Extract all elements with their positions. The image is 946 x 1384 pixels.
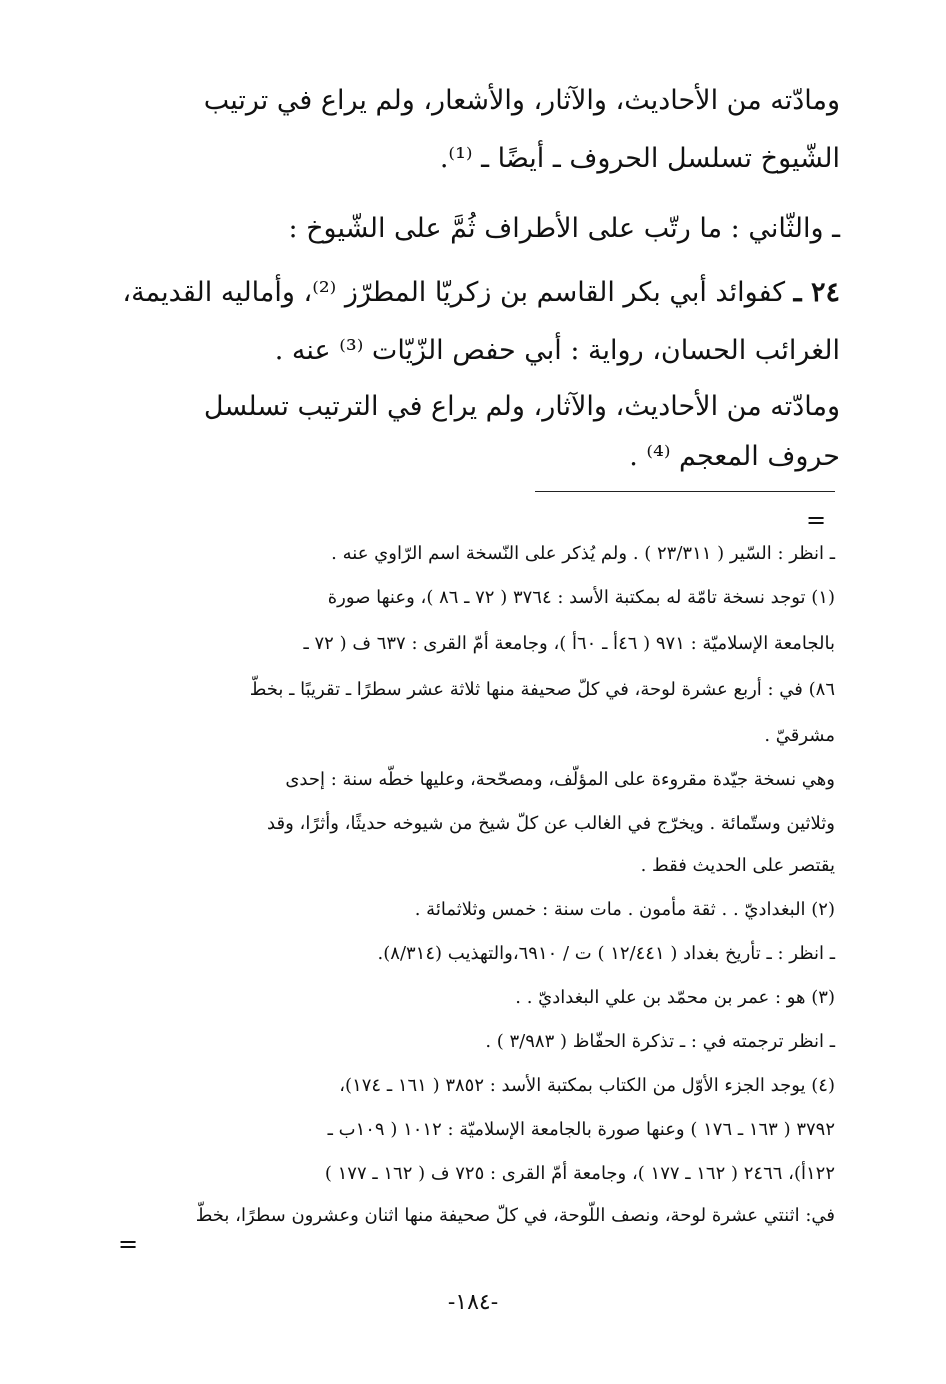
footnote-4-line-4: في: اثنتي عشرة لوحة، ونصف اللّوحة، في كلّ صحيفة منها اثنان وعشرون سطرًا، بخطّ [195,1205,835,1226]
footnote-2-line-2: ـ انظر : ـ تأريخ بغداد ( ١٢/٤٤١ ) ت / ٦٩١٠،والتهذيب (٨/٣١٤). [377,943,835,964]
footnote-1-line-3: ٨٦) في : أربع عشرة لوحة، في كلّ صحيفة منها ثلاثة عشر سطرًا ـ تقريبًا ـ بخطّ [249,679,835,700]
footnote-4-line-2: ٣٧٩٢ ( ١٦٣ ـ ١٧٦ ) وعنها صورة بالجامعة الإسلاميّة : ١٠١٢ ( ١٠٩ب ـ [327,1119,835,1140]
footnote-1-line-4: مشرقيّ . [764,725,835,746]
footnote-separator [535,491,835,492]
section-heading: ـ والثّاني : ما رتّب على الأطراف ثُمَّ على الشّيوخ : [288,213,840,244]
footnote-1-line-5: وهي نسخة جيّدة مقروءة على المؤلّف، ومصحّحة، وعليها خطّه سنة : إحدى [285,769,835,790]
entry-24-line-1 [120,264,840,322]
continuation-mark-top: = [806,506,827,534]
page-number: -١٨٤- [447,1290,499,1315]
footnote-3-line-1: (٣) هو : عمر بن محمّد بن علي البغداديّ . . [515,987,835,1008]
footnote-1-line-6: وثلاثين وستّمائة . ويخرّج في الغالب عن كلّ شيخ من شيوخه حديثًا، وأثرًا، وقد [267,813,835,834]
entry-24-line-2: الغرائب الحسان، رواية : أبي حفص الزّيّات ⁽³⁾ عنه . [274,335,840,366]
body-line-1: ومادّته من الأحاديث، والآثار، والأشعار، ولم يراع في ترتيب [203,85,840,116]
footnote-4-line-1: (٤) يوجد الجزء الأوّل من الكتاب بمكتبة الأسد : ٣٨٥٢ ( ١٦١ ـ ١٧٤)، [339,1075,835,1096]
footnote-1-line-1: (١) توجد نسخة تامّة له بمكتبة الأسد : ٣٧٦٤ ( ٧٢ ـ ٨٦ )، وعنها صورة [327,587,835,608]
entry-number: ٢٤ ـ [793,277,840,308]
footnote-1-line-7: يقتصر على الحديث فقط . [640,855,835,876]
body-line-7: حروف المعجم ⁽⁴⁾ . [629,441,840,472]
footnote-1-line-2: بالجامعة الإسلاميّة : ٩٧١ ( ٤٦أ ـ ٦٠أ )، وجامعة أمّ القرى : ٦٣٧ ف ( ٧٢ ـ [303,633,835,654]
continuation-mark-bottom: = [118,1230,139,1258]
footnote-4-line-3: ١٢٢أ)، ٢٤٦٦ ( ١٦٢ ـ ١٧٧ )، وجامعة أمّ القرى : ٧٢٥ ف ( ١٦٢ ـ ١٧٧ ) [324,1163,835,1184]
entry-text: كفوائد أبي بكر القاسم بن زكريّا المطرّز ⁽²⁾، وأماليه القديمة، [122,277,794,308]
body-line-6: ومادّته من الأحاديث، والآثار، ولم يراع في الترتيب تسلسل [203,391,840,422]
footnote-cont: ـ انظر : السّير ( ٢٣/٣١١ ) . ولم يُذكر على النّسخة اسم الرّاوي عنه . [331,543,835,564]
footnote-2-line-1: (٢) البغداديّ . . ثقة مأمون . مات سنة : خمس وثلاثمائة . [414,899,835,920]
body-line-2: الشّيوخ تسلسل الحروف ـ أيضًا ـ ⁽¹⁾. [439,143,840,174]
footnote-3-line-2: ـ انظر ترجمته في : ـ تذكرة الحفّاظ ( ٣/٩٨٣ ) . [485,1031,835,1052]
